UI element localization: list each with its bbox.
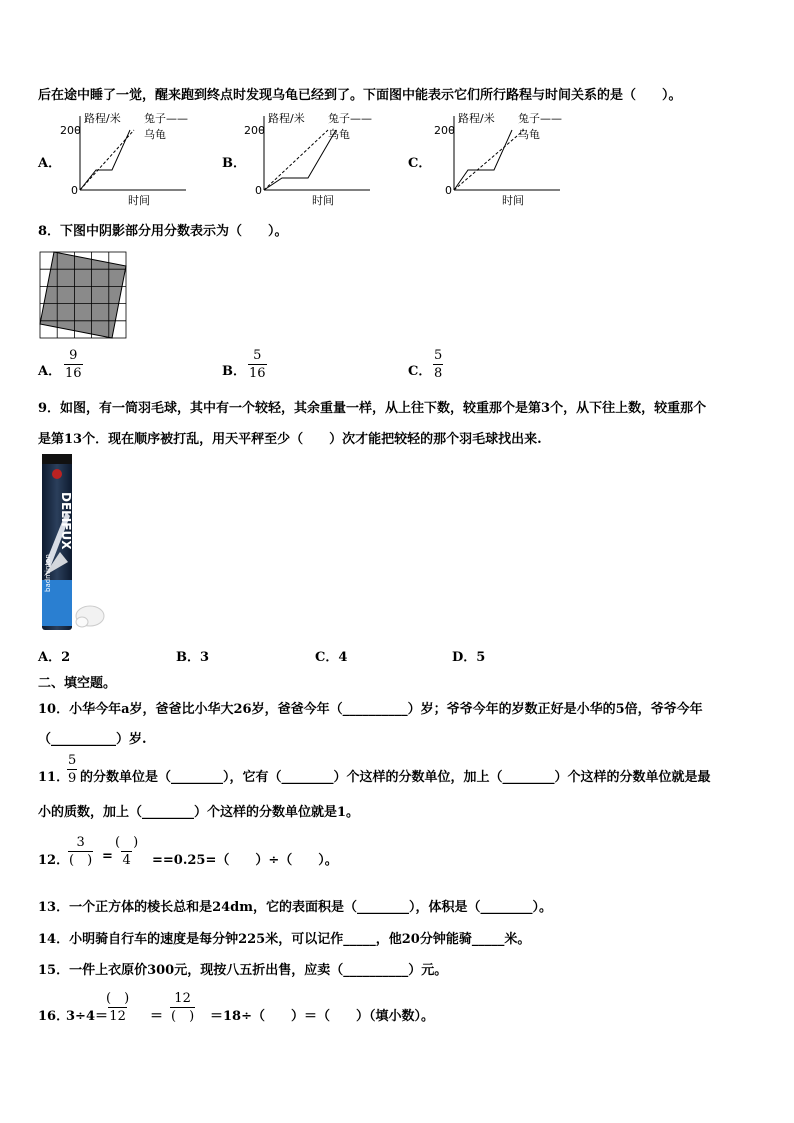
q12-f1-numerator: 3 (76, 835, 85, 850)
q10-line2: （__________）岁. (38, 732, 147, 747)
q12-number: 12． (38, 853, 70, 868)
q8-option-c-fraction (433, 349, 443, 380)
q11-numerator: 5 (68, 753, 77, 768)
q16-number: 16． (38, 1009, 70, 1024)
q9-option-b: B．3 (176, 650, 210, 665)
q14-text: 14．小明骑自行车的速度是每分钟225米，可以记作_____，他20分钟能骑_____米。 (38, 932, 531, 947)
q12-equals-1: = (102, 849, 113, 864)
q7-a-ylabel: 路程/米 (84, 112, 121, 125)
q7-b-legend-tortoise: 乌龟 (328, 128, 350, 141)
q8-option-c-label: C． (408, 364, 432, 379)
q8-b-denominator: 16 (249, 366, 266, 381)
q8-option-b-label: B． (222, 364, 246, 379)
q11-line1-rest: 的分数单位是（________），它有（________）个这样的分数单位，加上（________）个这样的分数单位就是最 (80, 770, 711, 785)
q7-graph-a (58, 108, 208, 206)
q11-line2: 小的质数，加上（________）个这样的分数单位就是1。 (38, 805, 360, 820)
q11-fraction (67, 754, 77, 785)
q9-question-line2: 是第13个．现在顺序被打乱，用天平秤至少（ ）次才能把较轻的那个羽毛球找出来. (38, 432, 542, 447)
tube-sub-text: badminton (44, 554, 52, 592)
q7-graph-b (242, 108, 392, 206)
q16-f2-denominator: ( ) (171, 1009, 195, 1024)
q16-f1-numerator: ( ) (106, 991, 130, 1006)
q13-text: 13．一个正方体的棱长总和是24dm，它的表面积是（________），体积是（________）。 (38, 900, 553, 915)
q7-b-ylabel: 路程/米 (268, 112, 305, 125)
q7-question-text: 后在途中睡了一觉，醒来跑到终点时发现乌龟已经到了。下面图中能表示它们所行路程与时间关系的是（ ）。 (38, 88, 682, 103)
q7-option-a-label: A． (38, 156, 62, 171)
q8-option-a-fraction (64, 349, 83, 380)
q7-graph-c (432, 108, 582, 206)
q8-a-denominator: 16 (65, 366, 82, 381)
q12-f1-denominator: ( ) (69, 853, 93, 868)
q8-option-a-label: A． (38, 364, 62, 379)
q7-c-ylabel: 路程/米 (458, 112, 495, 125)
q7-b-legend-rabbit: 兔子—— (328, 112, 372, 125)
q8-c-denominator: 8 (434, 366, 443, 381)
q7-option-b-label: B． (222, 156, 246, 171)
q7-c-xlabel: 时间 (502, 194, 524, 206)
q7-b-xlabel: 时间 (312, 194, 334, 206)
q7-c-legend-tortoise: 乌龟 (518, 128, 540, 141)
q8-b-numerator: 5 (253, 348, 262, 363)
q16-rest: ＝18÷（ ）＝（ ）（填小数）。 (210, 1009, 434, 1024)
q7-c-ytick: 200 (434, 124, 455, 137)
q12-f2-numerator: ( ) (115, 835, 139, 850)
q8-option-b-fraction (248, 349, 267, 380)
q9-option-d: D．5 (452, 650, 486, 665)
q7-a-ytick: 200 (60, 124, 81, 137)
q7-c-legend-rabbit: 兔子—— (518, 112, 562, 125)
q7-a-origin: 0 (71, 184, 78, 197)
q12-fraction-1 (68, 836, 93, 867)
q8-c-numerator: 5 (434, 348, 443, 363)
q9-question-line1: 9．如图，有一筒羽毛球，其中有一个较轻，其余重量一样，从上往下数，较重那个是第3个，从下往上数，较重那个 (38, 401, 707, 416)
q16-equals: ＝ (150, 1009, 164, 1024)
q7-c-origin: 0 (445, 184, 452, 197)
q16-f1-denominator: 12 (109, 1009, 126, 1024)
q16-fraction-1 (105, 992, 130, 1023)
section-title-fill-blanks: 二、填空题。 (38, 676, 117, 691)
tube-brand-text: DELIFUX (59, 492, 73, 550)
q16-fraction-2 (170, 992, 195, 1023)
q7-option-c-label: C． (408, 156, 432, 171)
shuttlecock-tube-image (38, 452, 110, 634)
q10-line1: 10．小华今年a岁，爸爸比小华大26岁，爸爸今年（__________）岁；爷爷今年的岁数正好是小华的5倍，爷爷今年 (38, 702, 703, 717)
q11-number: 11． (38, 770, 70, 785)
q8-question-text: 8．下图中阴影部分用分数表示为（ ）。 (38, 224, 288, 239)
q7-a-legend-tortoise: 乌龟 (144, 128, 166, 141)
q16-f2-numerator: 12 (174, 991, 191, 1006)
q12-fraction-2 (114, 836, 139, 867)
q12-f2-denominator: 4 (122, 853, 131, 868)
q15-text: 15．一件上衣原价300元，现按八五折出售，应卖（__________）元。 (38, 963, 448, 978)
q7-a-xlabel: 时间 (128, 194, 150, 206)
q16-lead: 3÷4＝ (66, 1009, 108, 1024)
q8-a-numerator: 9 (69, 348, 78, 363)
q7-a-legend-rabbit: 兔子—— (144, 112, 188, 125)
q12-rest: ==0.25=（ ）÷（ ）。 (152, 853, 338, 868)
q11-denominator: 9 (68, 771, 77, 786)
q7-b-ytick: 200 (244, 124, 265, 137)
q8-grid-figure (38, 250, 130, 340)
q9-option-a: A．2 (38, 650, 71, 665)
q7-b-origin: 0 (255, 184, 262, 197)
q9-option-c: C．4 (315, 650, 348, 665)
